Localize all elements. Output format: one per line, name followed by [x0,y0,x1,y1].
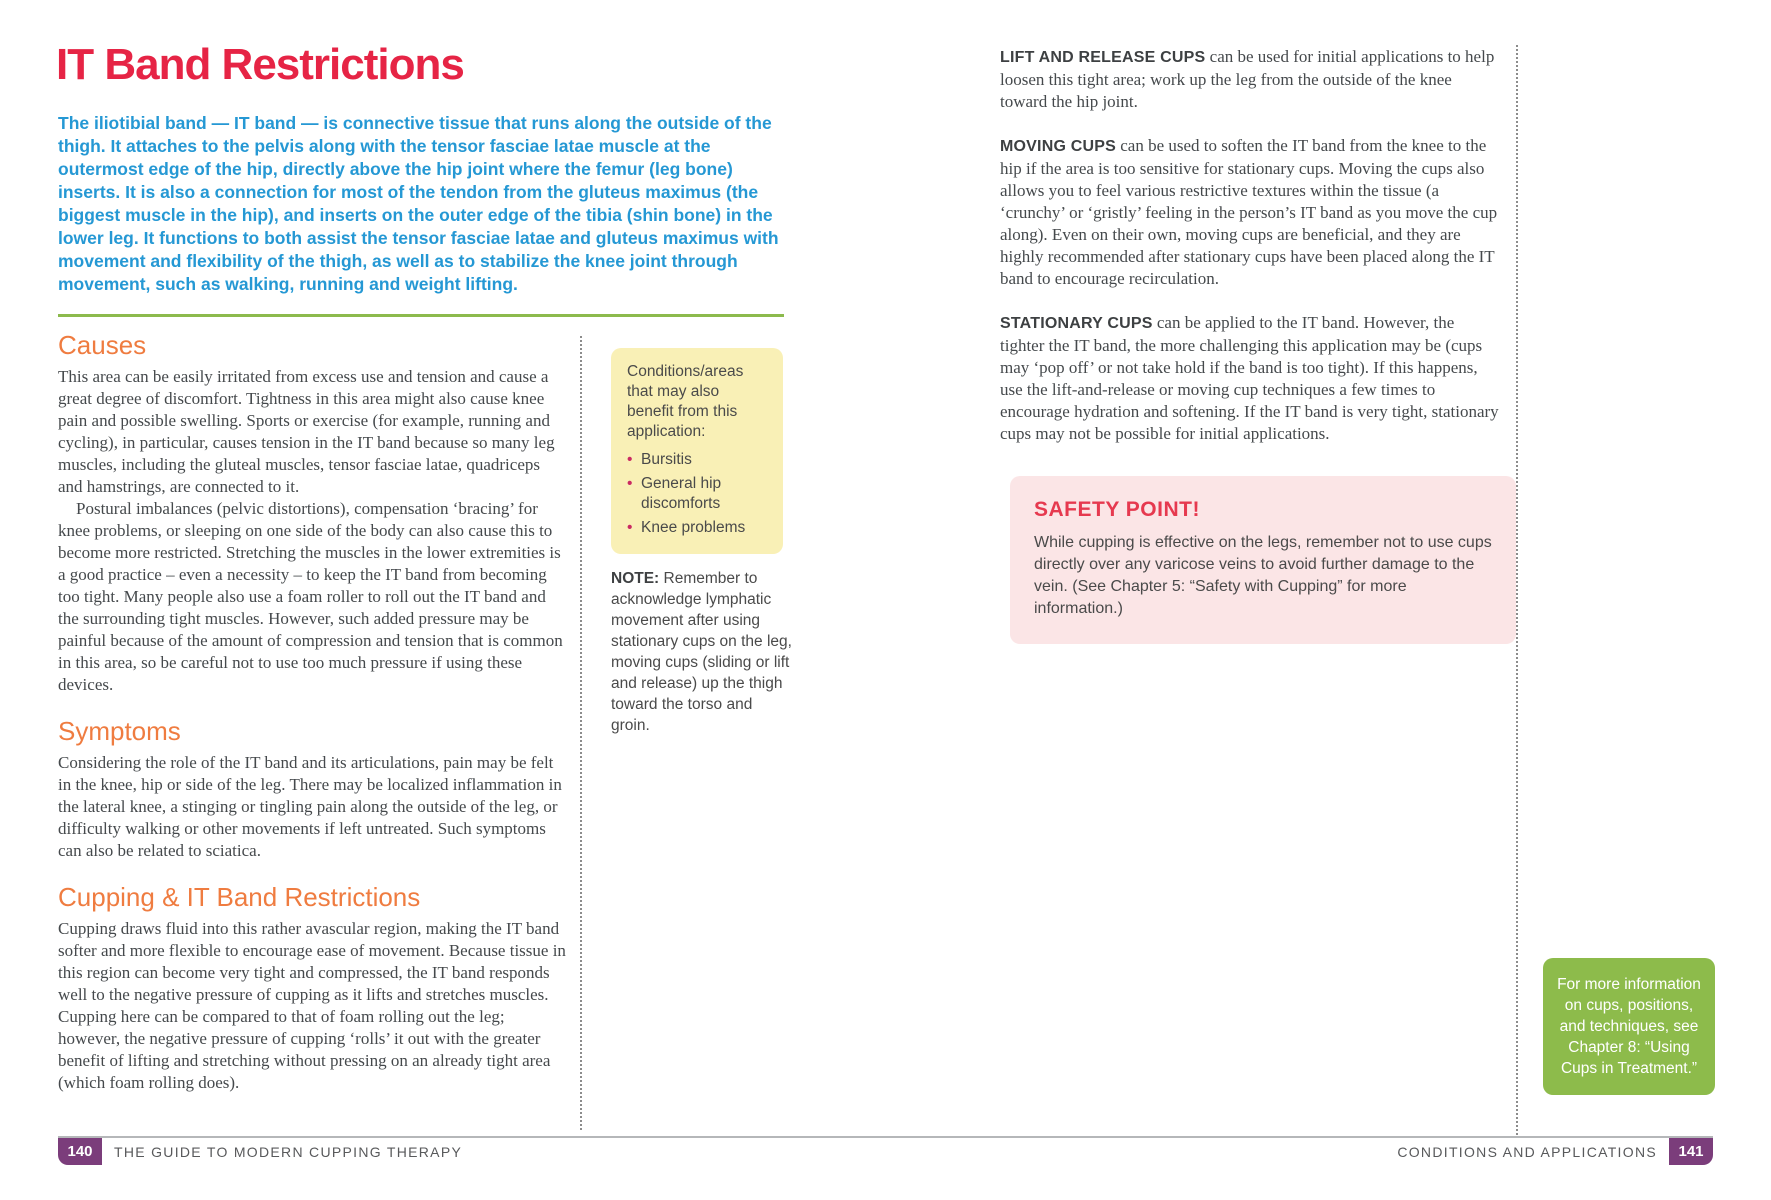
safety-point-title: SAFETY POINT! [1034,498,1200,521]
conditions-list-item: • Knee problems [627,518,769,538]
conditions-list-item: • Bursitis [627,450,769,470]
page-number-badge-left: 140 [58,1138,102,1165]
right-column-divider [1516,45,1518,1135]
moving-cups-text: can be used to soften the IT band from the knee to the hip if the area is too sensitive for stationary cups. Moving the cups also allows you to feel various restrictive textures within the tissue (a ‘crunchy’ or ‘gristly’ feeling in the person’s IT band as you move the cup along). Even on their own, moving cups are beneficial, and they are highly recommended after stationary cups have been placed along the IT band to encourage recirculation. [1000,136,1498,288]
lift-release-lead: LIFT AND RELEASE CUPS [1000,49,1206,66]
lift-release-paragraph [1000,46,1500,113]
stationary-cups-lead: STATIONARY CUPS [1000,315,1153,332]
stationary-cups-text: can be applied to the IT band. However, the tighter the IT band, the more challenging this application may be (cups may ‘pop off’ or not take hold if the band is too tight). If this happens, use the lift-and-release or moving cup techniques a few times to encourage hydration and softening. If the IT band is very tight, stationary cups may not be possible for initial applications. [1000,313,1499,443]
safety-point-text: While cupping is effective on the legs, remember not to use cups directly over any varicose veins to avoid further damage to the vein. (See Chapter 5: “Safety with Cupping” for more information.) [1034,534,1492,617]
left-column-divider [580,336,582,1130]
symptoms-paragraph: Considering the role of the IT band and its articulations, pain may be felt in the knee, hip or side of the leg. There may be localized inflammation in the lateral knee, a stinging or tingling pain along the outside of the leg, or difficulty walking or other movements if left untreated. Such symptoms can also be related to sciatica. [58,753,562,860]
cupping-paragraph: Cupping draws fluid into this rather avascular region, making the IT band softer and more flexible to encourage ease of movement. Because tissue in this region can become very tight and compressed, the IT band responds well to the negative pressure of cupping as it lifts and stretches muscles. Cupping here can be compared to that of foam rolling out the leg; however, the negative pressure of cupping ‘rolls’ it out with the greater benefit of lifting and stretching without pressing on an already tight area (which foam rolling does). [58,919,566,1092]
right-main-column [1000,46,1500,467]
conditions-box-intro: Conditions/areas that may also benefit from this application: [627,363,744,440]
cupping-heading: Cupping & IT Band Restrictions [58,882,421,912]
page-number-badge-right: 141 [1669,1138,1713,1165]
more-info-box: For more information on cups, positions, and techniques, see Chapter 8: “Using Cups in Treatment.” [1543,958,1715,1095]
note-text: Remember to acknowledge lymphatic movement after using stationary cups on the leg, moving cups (sliding or lift and release) up the thigh toward the torso and groin. [611,570,792,734]
conditions-list-item: • General hip discomforts [627,474,769,514]
moving-cups-lead: MOVING CUPS [1000,138,1116,155]
moving-cups-paragraph [1000,135,1500,290]
page-title: IT Band Restrictions [56,40,464,89]
left-main-column [58,330,566,1094]
causes-heading: Causes [58,330,147,360]
safety-point-box [1010,476,1516,644]
symptoms-heading: Symptoms [58,716,181,746]
conditions-list [627,450,769,538]
footer-rule [58,1136,1713,1138]
note-label: NOTE: [611,570,660,587]
causes-paragraph-1: This area can be easily irritated from excess use and tension and cause a great degree of discomfort. Tightness in this area might also cause knee pain and possible swelling. Sports or exercise (for example, running and cycling), in particular, causes tension in the IT band because so many leg muscles, including the gluteal muscles, tensor fasciae latae, quadriceps and hamstrings, are connected to it. [58,367,555,496]
section-divider-rule [58,314,784,317]
lift-release-text: can be used for initial applications to help loosen this tight area; work up the leg from the outside of the knee toward the hip joint. [1000,47,1495,111]
section-title-footer: CONDITIONS AND APPLICATIONS [1397,1144,1657,1160]
stationary-cups-paragraph [1000,312,1500,445]
book-title-footer: THE GUIDE TO MODERN CUPPING THERAPY [114,1144,463,1160]
intro-paragraph: The iliotibial band — IT band — is connective tissue that runs along the outside of the thigh. It attaches to the pelvis along with the tensor fasciae latae muscle at the outermost edge of the hip, directly above the hip joint where the femur (leg bone) inserts. It is also a connection for most of the tendon from the gluteus maximus (the biggest muscle in the hip), and inserts on the outer edge of the tibia (shin bone) in the lower leg. It functions to both assist the tensor fasciae latae and gluteus maximus with movement and flexibility of the thigh, as well as to stabilize the knee joint through movement, such as walking, running and weight lifting. [58,113,779,294]
note-paragraph [611,568,793,736]
causes-paragraph-2: Postural imbalances (pelvic distortions), compensation ‘bracing’ for knee problems, or sleeping on one side of the body can also cause this to become more restricted. Stretching the muscles in the lower extremities is a good practice – even a necessity – to keep the IT band from becoming too tight. Many people also use a foam roller to roll out the IT band and the surrounding tight muscles. However, such added pressure may be painful because of the amount of compression and tension that is common in this area, so be careful not to use too much pressure if using these devices. [58,499,563,694]
conditions-box [611,348,783,554]
